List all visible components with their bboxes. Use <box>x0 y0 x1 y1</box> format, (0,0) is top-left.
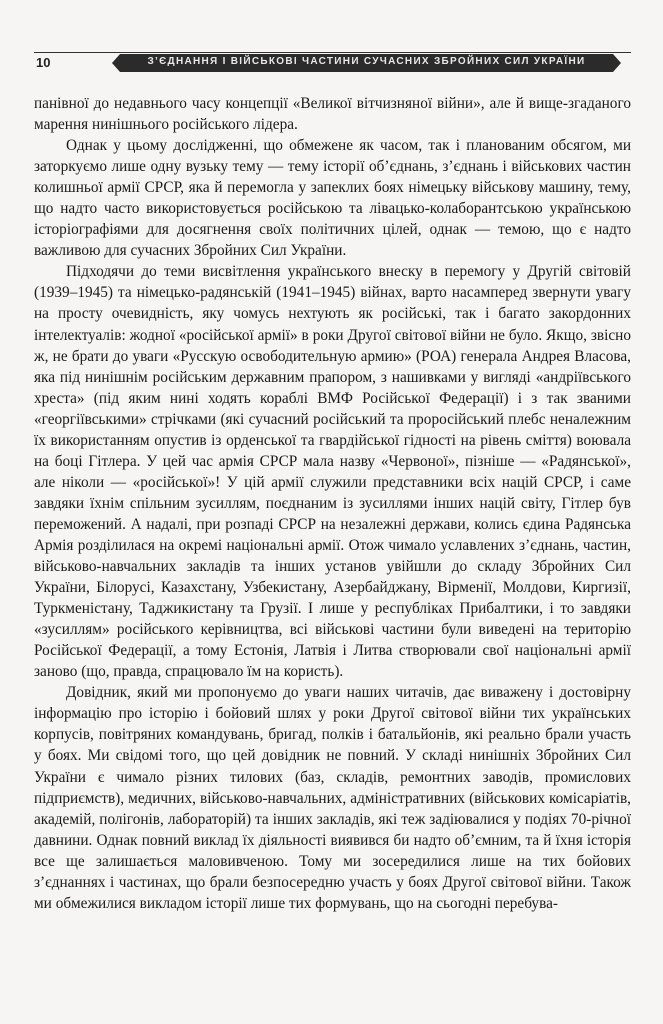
paragraph: Підходячи до теми висвітлення українського внеску в перемогу у Другій світовій (1939–1945) та німецько-радянській (1941–1945) війнах, варто насамперед звернути увагу на просту очевидність, яку чомусь нехтують як російські, так і багато закордонних інтелектуалів: жодної «російської армії» в роки Другої світової війни не було. Якщо, звісно ж, не брати до уваги «Русскую освободительную армию» (РОА) генерала Андрея Власова, яка під нинішнім російським державним прапором, з нашивками у вигляді «андріївського хреста» (під яким нині ходять кораблі ВМФ Російської Федерації) і з так званими «георгіївськими» стрічками (які сучасний російський та проросійський плебс неналежним їх використанням опустив із орденської та гвардійської гідності на рівень сміття) воювала на боці Гітлера. У цей час армія СРСР мала назву «Червоної», пізніше — «Радянської», але ніколи — «російської»! У цій армії служили представники всіх націй СРСР, і саме завдяки їхнім спільним зусиллям, поєднаним із зусиллями інших націй світу, Гітлер був переможений. А надалі, при розпаді СРСР на незалежні держави, колись єдина Радянська Армія розділилася на окремі національні армії. Отож чимало уславлених з’єднань, частин, військово-навчальних закладів та інших установ увійшли до складу Збройних Сил України, Білорусі, Казахстану, Узбекистану, Азербайджану, Вірменії, Молдови, Киргизії, Туркменістану, Таджикистану та Грузії. І лише у республіках Прибалтики, і то завдяки «зусиллям» російського керівництва, всі військові частини були виведені на територію Російської Федерації, а тому Естонія, Латвія і Литва створювали свої національні армії заново (що, правда, спрацювало їм на користь). <box>34 263 631 681</box>
running-title: З’ЄДНАННЯ І ВІЙСЬКОВІ ЧАСТИНИ СУЧАСНИХ ЗБРОЙНИХ СИЛ УКРАЇНИ <box>147 56 586 67</box>
running-header <box>34 52 631 76</box>
page-number: 10 <box>36 55 51 70</box>
paragraph-continued: панівної до недавнього часу концепції «Великої вітчизняної війни», але й вище-згаданого марення нинішнього російського лідера. <box>34 95 631 134</box>
header-rule <box>34 52 631 53</box>
paragraph: Довідник, який ми пропонуємо до уваги наших читачів, дає виважену і достовірну інформацію про історію і бойовий шлях у роки Другої світової війни тих українських корпусів, повітряних командувань, бригад, полків і батальйонів, які реально брали участь у боях. Ми свідомі того, що цей довідник не повний. У складі нинішніх Збройних Сил України є чимало різних тилових (баз, складів, ремонтних заводів, промислових підприємств), медичних, військово-навчальних, адміністративних (військових комісаріатів, академій, полігонів, лабораторій) та інших закладів, які теж задіювалися у подіях 70-річної давнини. Однак повний виклад їх діяльності виявився би надто об’ємним, та й їхня історія все ще залишається маловивченою. Тому ми зосередилися лише на тих бойових з’єднаннях і частинах, що брали безпосередню участь у боях Другої світової війни. Також ми обмежилися викладом історії лише тих формувань, що на сьогодні перебува- <box>34 684 631 912</box>
paragraph: Однак у цьому дослідженні, що обмежене як часом, так і планованим обсягом, ми заторкуємо лише одну вузьку тему — тему історії об’єднань, з’єднань і військових частин колишньої армії СРСР, яка й перемогла у запеклих боях німецьку військову машину, тему, що надто часто використовується російською та лівацько-колаборантською українською історіографіями для досягнення своїх політичних цілей, однак — темою, що є надто важливою для сучасних Збройних Сил України. <box>34 137 631 260</box>
body-text <box>34 93 631 914</box>
